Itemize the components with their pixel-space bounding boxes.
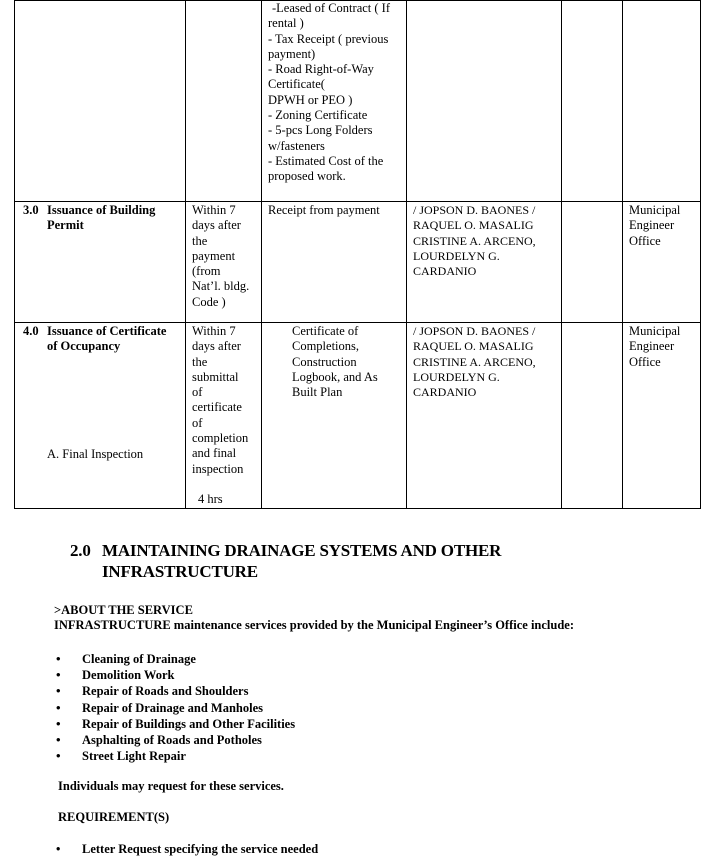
person-line: / JOPSON D. BAONES / (413, 203, 536, 217)
time-line: Code ) (192, 294, 226, 309)
table-row (15, 323, 701, 509)
time-line: completion (192, 431, 249, 446)
office-line: Engineer (629, 218, 675, 233)
time-line: Within 7 (192, 203, 236, 217)
requirement-line: Construction (292, 354, 357, 369)
time-cell (186, 202, 262, 323)
empty-cell (562, 1, 623, 202)
requirement-line: DPWH or PEO ) (268, 92, 353, 107)
office-cell (623, 323, 701, 509)
empty-cell (562, 202, 623, 323)
section-title-line1: MAINTAINING DRAINAGE SYSTEMS AND OTHER (102, 541, 502, 560)
requirement-line: Certificate( (268, 77, 325, 92)
requirement-line: Certificate of (292, 324, 359, 338)
time-cell (186, 323, 262, 509)
office-line: Municipal (629, 324, 681, 338)
step-cell (15, 202, 186, 323)
requirement-line: w/fasteners (268, 138, 325, 153)
about-label: >ABOUT THE SERVICE (54, 603, 193, 617)
time-line: of (192, 385, 203, 400)
requirement-line: - Estimated Cost of the (268, 153, 384, 168)
time-duration: 4 hrs (198, 491, 223, 506)
time-line: payment (192, 248, 236, 263)
table-row (15, 202, 701, 323)
time-line: days after (192, 339, 241, 354)
person-line: / JOPSON D. BAONES / (413, 324, 536, 338)
requirement-line: -Leased of Contract ( If (272, 1, 390, 15)
request-note: Individuals may request for these services. (58, 779, 284, 793)
office-line: Office (629, 354, 661, 369)
office-line: Office (629, 233, 661, 248)
list-item: • Repair of Buildings and Other Facilities (56, 716, 295, 732)
requirements-cell (262, 323, 407, 509)
time-line: and final (192, 446, 237, 461)
office-cell (623, 1, 701, 202)
requirement-line: proposed work. (268, 169, 346, 184)
requirement-text: Receipt from payment (268, 203, 380, 217)
list-item: • Letter Request specifying the service needed (56, 841, 318, 857)
step-cell (15, 323, 186, 509)
requirement-line: Built Plan (292, 385, 343, 400)
time-line: inspection (192, 461, 244, 476)
step-number: 4.0 (23, 324, 39, 338)
requirements-heading: REQUIREMENT(S) (58, 810, 170, 824)
step-number: 3.0 (23, 203, 39, 217)
step-title: Issuance of Certificate of Occupancy (47, 324, 167, 354)
list-item: • Asphalting of Roads and Potholes (56, 732, 295, 748)
persons-cell (407, 202, 562, 323)
requirement-line: - 5-pcs Long Folders (268, 123, 373, 138)
time-line: Nat’l. bldg. (192, 279, 250, 294)
list-item: • Repair of Drainage and Manholes (56, 700, 295, 716)
time-line: Within 7 (192, 324, 236, 338)
requirements-cell (262, 1, 407, 202)
empty-cell (562, 323, 623, 509)
person-line: CRISTINE A. ARCENO, (413, 354, 536, 369)
requirement-line: Completions, (292, 339, 360, 354)
office-line: Engineer (629, 339, 675, 354)
person-line: CRISTINE A. ARCENO, (413, 233, 536, 248)
requirement-line: - Zoning Certificate (268, 108, 368, 123)
person-line: RAQUEL O. MASALIG (413, 339, 534, 354)
list-item: • Street Light Repair (56, 748, 295, 764)
person-line: LOURDELYN G. (413, 248, 500, 263)
section-number: 2.0 (70, 541, 91, 560)
persons-cell (407, 1, 562, 202)
person-line: CARDANIO (413, 264, 477, 279)
section-title-line2: INFRASTRUCTURE (102, 562, 258, 581)
office-cell (623, 202, 701, 323)
time-line: submittal (192, 369, 239, 384)
time-line: of (192, 415, 203, 430)
time-cell (186, 1, 262, 202)
list-item: • Repair of Roads and Shoulders (56, 683, 295, 699)
requirement-line: payment) (268, 46, 316, 61)
step-cell (15, 1, 186, 202)
person-line: LOURDELYN G. (413, 369, 500, 384)
list-item: • Demolition Work (56, 667, 295, 683)
services-list (56, 651, 295, 764)
section-heading (70, 540, 501, 582)
requirement-line: - Road Right-of-Way (268, 62, 374, 77)
time-line: (from (192, 264, 221, 279)
persons-cell (407, 323, 562, 509)
table-row (15, 1, 701, 202)
person-line: RAQUEL O. MASALIG (413, 218, 534, 233)
time-line: the (192, 233, 208, 248)
person-line: CARDANIO (413, 385, 477, 400)
substep-title: A. Final Inspection (47, 446, 144, 461)
time-line: days after (192, 218, 241, 233)
time-line: the (192, 354, 208, 369)
requirement-line: rental ) (268, 16, 304, 31)
requirements-cell (262, 202, 407, 323)
services-table (14, 0, 701, 509)
requirement-line: - Tax Receipt ( previous (268, 31, 389, 46)
step-title: Issuance of Building Permit (47, 203, 156, 233)
time-line: certificate (192, 400, 242, 415)
about-text: INFRASTRUCTURE maintenance services provided by the Municipal Engineer’s Office include: (54, 618, 575, 632)
list-item: • Cleaning of Drainage (56, 651, 295, 667)
office-line: Municipal (629, 203, 681, 217)
requirement-line: Logbook, and As (292, 369, 378, 384)
about-service (54, 603, 574, 633)
requirements-list (56, 841, 318, 857)
